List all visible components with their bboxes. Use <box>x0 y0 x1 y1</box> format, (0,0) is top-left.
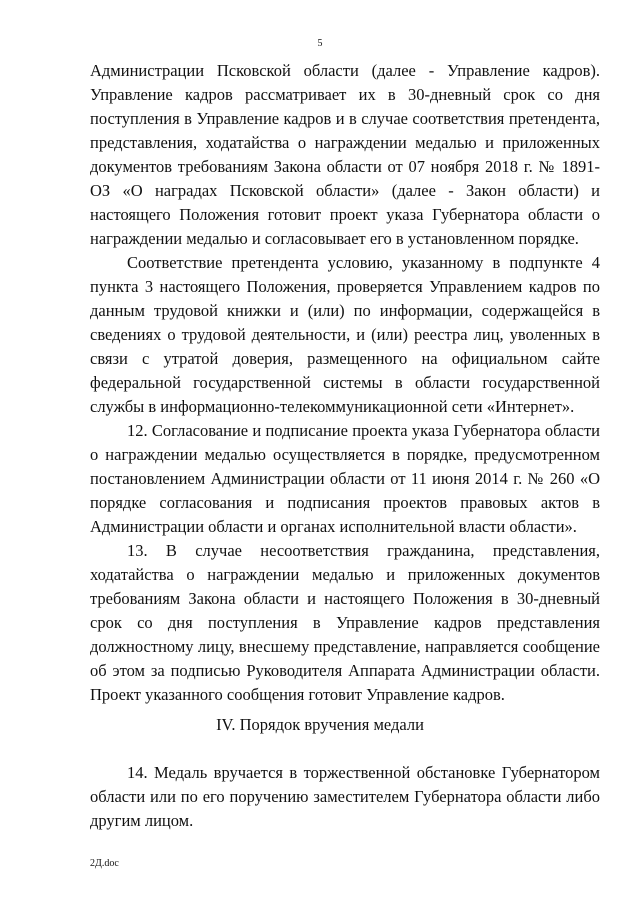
paragraph-14: 14. Медаль вручается в торжественной обстановке Губернатором области или по его поручению заместителем Губернатора области либо другим лицом. <box>90 763 600 830</box>
paragraph-12: 12. Согласование и подписание проекта указа Губернатора области о награждении медалью осуществляется в порядке, предусмотренном постановлением Администрации области от 11 июня 2014 г. № 260 «О порядке согласования и подписания проектов правовых актов в Администрации области и органах исполнительной власти области». <box>90 421 600 536</box>
body-text <box>90 59 600 707</box>
paragraph-candidate-compliance: Соответствие претендента условию, указанному в подпункте 4 пункта 3 настоящего Положения, проверяется Управлением кадров по данным трудовой книжки и (или) по информации, содержащейся в сведениях о трудовой деятельности, и (или) реестра лиц, уволенных в связи с утратой доверия, размещенного на официальном сайте федеральной государственной системы в области государственной службы в информационно-телекоммуникационной сети «Интернет». <box>90 253 600 416</box>
section-body <box>90 761 600 833</box>
page-number: 5 <box>317 38 323 49</box>
footer-filename: 2Д.doc <box>90 858 119 869</box>
paragraph-continued: Администрации Псковской области (далее - Управление кадров). Управление кадров рассматривает их в 30-дневный срок со дня поступления в Управление кадров и в случае соответствия претендента, представления, ходатайства о награждении медалью и приложенных документов требованиям Закона области от 07 ноября 2018 г. № 1891-ОЗ «О наградах Псковской области» (далее - Закон области) и настоящего Положения готовит проект указа Губернатора области о награждении медалью и согласовывает его в установленном порядке. <box>90 61 600 248</box>
section-heading: IV. Порядок вручения медали <box>216 715 424 734</box>
paragraph-13: 13. В случае несоответствия гражданина, представления, ходатайства о награждении медалью и приложенных документов требованиям Закона области и настоящего Положения в 30-дневный срок со дня поступления в Управление кадров представления должностному лицу, внесшему представление, направляется сообщение об этом за подписью Руководителя Аппарата Администрации области. Проект указанного сообщения готовит Управление кадров. <box>90 541 600 704</box>
